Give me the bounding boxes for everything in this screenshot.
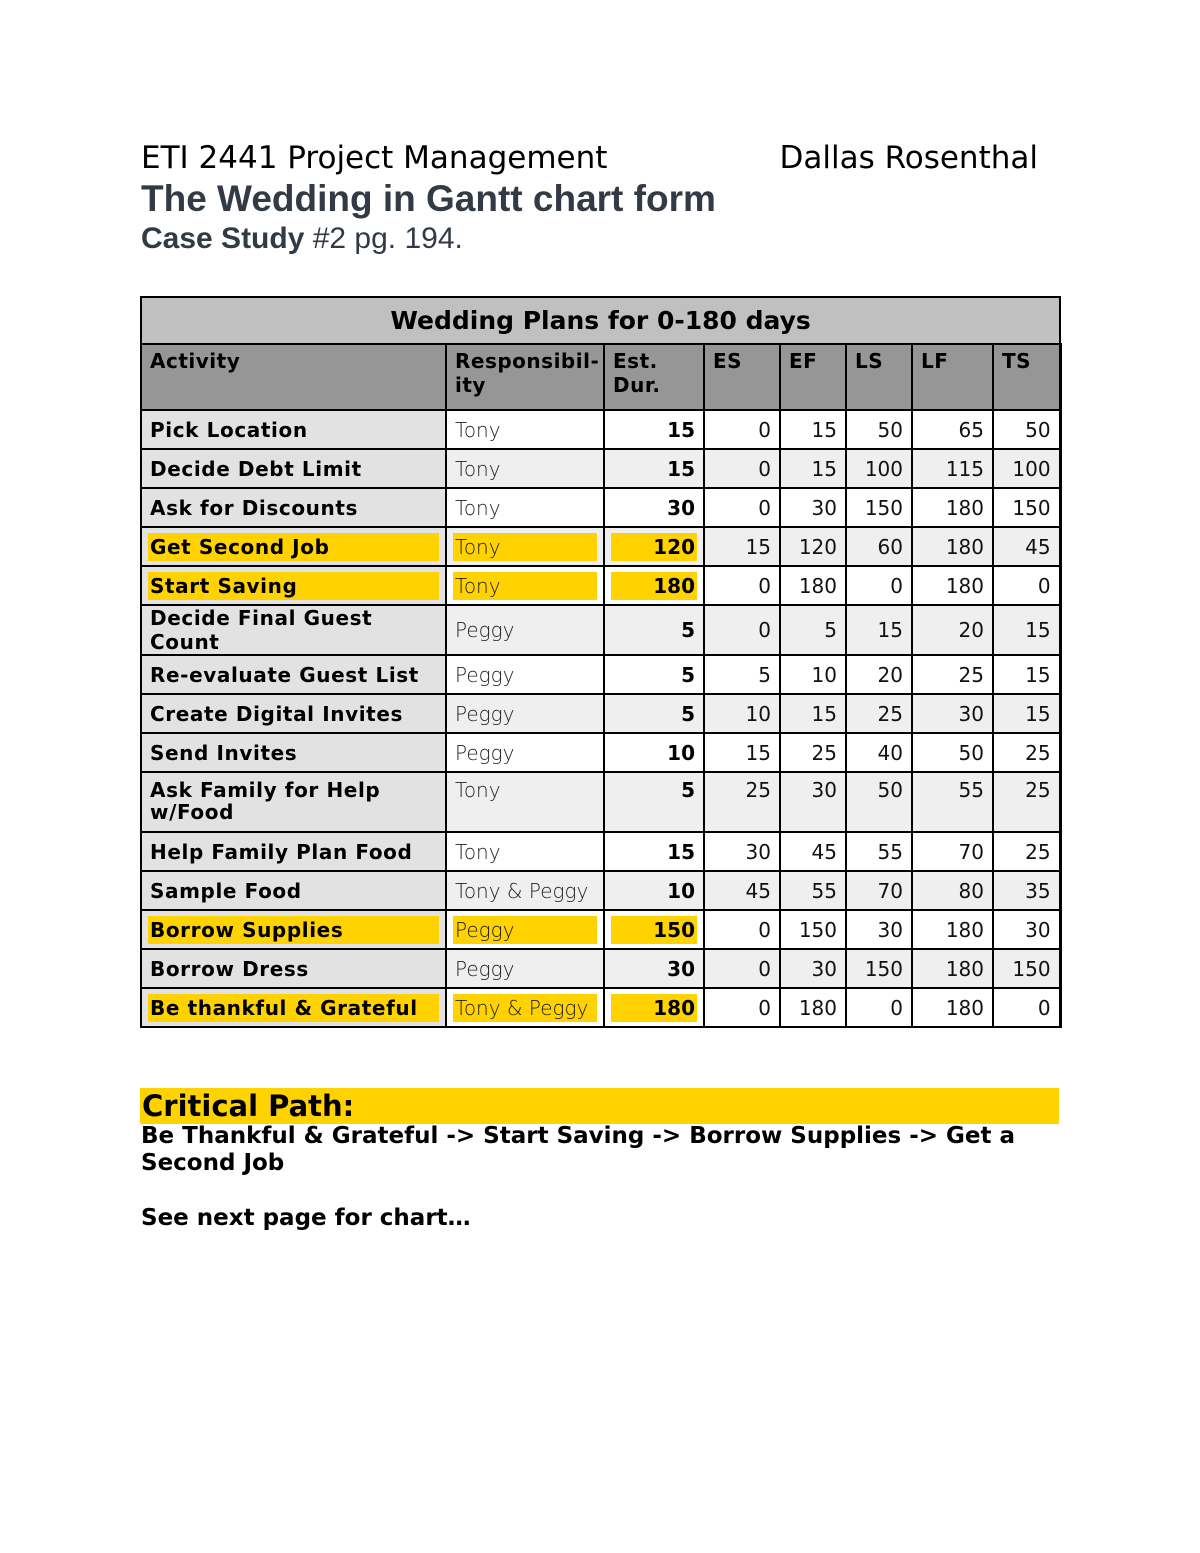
lf-text: 50 bbox=[958, 740, 984, 765]
ef-cell bbox=[780, 655, 846, 694]
est-dur-highlight bbox=[605, 916, 703, 944]
ts-text: 15 bbox=[1025, 662, 1051, 687]
lf-cell bbox=[912, 949, 993, 988]
lf-cell bbox=[912, 449, 993, 488]
column-header-row bbox=[141, 344, 1060, 410]
est-dur-text: 30 bbox=[667, 956, 695, 981]
ef-text: 120 bbox=[798, 534, 837, 559]
est-dur-cell bbox=[604, 772, 704, 832]
est-dur-cell bbox=[604, 449, 704, 488]
lf-text: 180 bbox=[945, 495, 984, 520]
responsibility-cell bbox=[446, 772, 604, 832]
responsibility-cell bbox=[446, 910, 604, 949]
table-row bbox=[141, 655, 1060, 694]
activity-cell bbox=[141, 527, 446, 566]
est-dur-text: 5 bbox=[681, 701, 695, 726]
lf-cell bbox=[912, 410, 993, 449]
ef-text: 30 bbox=[811, 778, 837, 801]
responsibility-highlight bbox=[447, 994, 603, 1022]
document-title: The Wedding in Gantt chart form bbox=[141, 178, 716, 219]
ef-cell bbox=[780, 694, 846, 733]
ts-cell bbox=[993, 733, 1060, 772]
activity-cell bbox=[141, 733, 446, 772]
table-row bbox=[141, 910, 1060, 949]
activity-text: Pick Location bbox=[150, 417, 308, 442]
ls-text: 40 bbox=[877, 740, 903, 765]
activity-cell bbox=[141, 410, 446, 449]
est-dur-highlight bbox=[605, 572, 703, 600]
responsibility-text: Peggy bbox=[455, 701, 515, 726]
es-text: 30 bbox=[745, 839, 771, 864]
est-dur-text: 10 bbox=[667, 740, 695, 765]
est-dur-cell bbox=[604, 488, 704, 527]
lf-text: 180 bbox=[945, 995, 984, 1020]
ts-cell bbox=[993, 449, 1060, 488]
ls-cell bbox=[846, 655, 912, 694]
responsibility-text: Peggy bbox=[455, 956, 515, 981]
ls-text: 150 bbox=[864, 956, 903, 981]
ls-cell bbox=[846, 527, 912, 566]
activity-text: Send Invites bbox=[150, 740, 298, 765]
ef-cell bbox=[780, 527, 846, 566]
wedding-plan-table bbox=[140, 296, 1062, 1028]
es-text: 0 bbox=[758, 956, 771, 981]
next-page-note: See next page for chart… bbox=[141, 1205, 471, 1231]
ls-cell bbox=[846, 488, 912, 527]
ef-text: 180 bbox=[798, 995, 837, 1020]
ts-cell bbox=[993, 410, 1060, 449]
ef-text: 5 bbox=[824, 618, 837, 642]
es-cell bbox=[704, 410, 780, 449]
responsibility-text: Peggy bbox=[455, 662, 515, 687]
ef-cell bbox=[780, 949, 846, 988]
ef-text: 15 bbox=[811, 456, 837, 481]
ts-text: 15 bbox=[1025, 701, 1051, 726]
ef-text: 55 bbox=[811, 878, 837, 903]
ts-text: 0 bbox=[1037, 995, 1051, 1020]
ls-text: 50 bbox=[877, 778, 903, 801]
est-dur-cell bbox=[604, 605, 704, 655]
lf-cell bbox=[912, 910, 993, 949]
responsibility-cell bbox=[446, 871, 604, 910]
ts-text: 0 bbox=[1037, 573, 1051, 598]
responsibility-text: Tony bbox=[455, 417, 501, 442]
lf-text: 25 bbox=[958, 662, 984, 687]
table-row bbox=[141, 772, 1060, 832]
table-row bbox=[141, 566, 1060, 605]
lf-text: 70 bbox=[958, 839, 984, 864]
lf-cell bbox=[912, 988, 993, 1027]
lf-cell bbox=[912, 871, 993, 910]
table-row bbox=[141, 871, 1060, 910]
ef-cell bbox=[780, 871, 846, 910]
ts-cell bbox=[993, 488, 1060, 527]
est-dur-cell bbox=[604, 910, 704, 949]
est-dur-highlight bbox=[605, 994, 703, 1022]
responsibility-highlight bbox=[447, 533, 603, 561]
lf-text: 80 bbox=[958, 878, 984, 903]
responsibility-cell bbox=[446, 527, 604, 566]
est-dur-text: 15 bbox=[667, 417, 695, 442]
activity-cell bbox=[141, 988, 446, 1027]
lf-cell bbox=[912, 605, 993, 655]
est-dur-cell bbox=[604, 655, 704, 694]
es-text: 25 bbox=[745, 778, 771, 801]
ls-cell bbox=[846, 566, 912, 605]
ls-cell bbox=[846, 605, 912, 655]
ts-text: 25 bbox=[1025, 740, 1051, 765]
ls-cell bbox=[846, 832, 912, 871]
ef-text: 180 bbox=[798, 573, 837, 598]
ef-text: 30 bbox=[811, 495, 837, 520]
es-text: 0 bbox=[758, 495, 771, 520]
responsibility-cell bbox=[446, 733, 604, 772]
activity-text: Sample Food bbox=[150, 878, 302, 903]
activity-cell bbox=[141, 910, 446, 949]
est-dur-text: 5 bbox=[681, 662, 695, 687]
ef-cell bbox=[780, 733, 846, 772]
ls-cell bbox=[846, 410, 912, 449]
ts-text: 15 bbox=[1025, 618, 1051, 642]
document-subtitle bbox=[141, 222, 463, 256]
ts-cell bbox=[993, 772, 1060, 832]
table-row bbox=[141, 605, 1060, 655]
ls-text: 0 bbox=[890, 573, 903, 598]
responsibility-text: Tony bbox=[453, 533, 597, 561]
lf-text: 115 bbox=[945, 456, 984, 481]
ef-cell bbox=[780, 449, 846, 488]
est-dur-text: 15 bbox=[667, 839, 695, 864]
ts-cell bbox=[993, 871, 1060, 910]
ts-cell bbox=[993, 655, 1060, 694]
ls-cell bbox=[846, 733, 912, 772]
lf-text: 180 bbox=[945, 573, 984, 598]
responsibility-text: Peggy bbox=[455, 740, 515, 765]
es-cell bbox=[704, 449, 780, 488]
table-row bbox=[141, 988, 1060, 1027]
ts-cell bbox=[993, 527, 1060, 566]
es-text: 45 bbox=[745, 878, 771, 903]
lf-text: 180 bbox=[945, 534, 984, 559]
ef-text: 15 bbox=[811, 701, 837, 726]
lf-text: 30 bbox=[958, 701, 984, 726]
ls-cell bbox=[846, 910, 912, 949]
table-row bbox=[141, 949, 1060, 988]
responsibility-cell bbox=[446, 988, 604, 1027]
ef-cell bbox=[780, 988, 846, 1027]
table-row bbox=[141, 832, 1060, 871]
ls-text: 0 bbox=[890, 995, 903, 1020]
responsibility-cell bbox=[446, 694, 604, 733]
es-cell bbox=[704, 832, 780, 871]
est-dur-text: 10 bbox=[667, 878, 695, 903]
subtitle-rest: #2 pg. 194. bbox=[304, 222, 463, 255]
col-header-es: ES bbox=[704, 344, 780, 410]
ts-text: 100 bbox=[1012, 456, 1051, 481]
es-text: 0 bbox=[758, 917, 771, 942]
ls-cell bbox=[846, 988, 912, 1027]
activity-cell bbox=[141, 488, 446, 527]
est-dur-cell bbox=[604, 949, 704, 988]
ef-cell bbox=[780, 410, 846, 449]
est-dur-cell bbox=[604, 871, 704, 910]
activity-text: Borrow Dress bbox=[150, 956, 309, 981]
est-dur-text: 120 bbox=[611, 533, 697, 561]
lf-cell bbox=[912, 832, 993, 871]
est-dur-cell bbox=[604, 733, 704, 772]
activity-cell bbox=[141, 832, 446, 871]
table-caption: Wedding Plans for 0-180 days bbox=[141, 297, 1060, 344]
activity-text: Be thankful & Grateful bbox=[148, 994, 439, 1022]
activity-text: Start Saving bbox=[148, 572, 439, 600]
author-name: Dallas Rosenthal bbox=[779, 140, 1038, 176]
lf-cell bbox=[912, 488, 993, 527]
lf-text: 55 bbox=[958, 778, 984, 801]
activity-highlight bbox=[142, 994, 445, 1022]
responsibility-cell bbox=[446, 410, 604, 449]
critical-path-sequence: Be Thankful & Grateful -> Start Saving -> Borrow Supplies -> Get a Second Job bbox=[141, 1123, 1016, 1176]
ef-cell bbox=[780, 488, 846, 527]
ef-cell bbox=[780, 566, 846, 605]
col-header-ef: EF bbox=[780, 344, 846, 410]
col-header-ts: TS bbox=[993, 344, 1060, 410]
responsibility-highlight bbox=[447, 916, 603, 944]
activity-cell bbox=[141, 566, 446, 605]
est-dur-highlight bbox=[605, 533, 703, 561]
es-cell bbox=[704, 772, 780, 832]
responsibility-text: Tony bbox=[455, 456, 501, 481]
est-dur-text: 150 bbox=[611, 916, 697, 944]
activity-text: Decide Debt Limit bbox=[150, 456, 362, 481]
subtitle-bold: Case Study bbox=[141, 222, 305, 255]
est-dur-text: 5 bbox=[681, 778, 695, 801]
ts-cell bbox=[993, 988, 1060, 1027]
est-dur-cell bbox=[604, 694, 704, 733]
ts-text: 50 bbox=[1025, 417, 1051, 442]
activity-cell bbox=[141, 949, 446, 988]
ef-cell bbox=[780, 832, 846, 871]
ls-cell bbox=[846, 949, 912, 988]
est-dur-cell bbox=[604, 832, 704, 871]
lf-cell bbox=[912, 772, 993, 832]
responsibility-text: Tony bbox=[455, 495, 501, 520]
es-cell bbox=[704, 871, 780, 910]
lf-cell bbox=[912, 566, 993, 605]
responsibility-cell bbox=[446, 566, 604, 605]
ef-cell bbox=[780, 772, 846, 832]
activity-text: Decide Final Guest Count bbox=[150, 606, 373, 654]
critical-path-heading: Critical Path: bbox=[142, 1089, 355, 1123]
responsibility-cell bbox=[446, 832, 604, 871]
table-row bbox=[141, 694, 1060, 733]
ef-text: 10 bbox=[811, 662, 837, 687]
ls-text: 30 bbox=[877, 917, 903, 942]
table-row bbox=[141, 488, 1060, 527]
responsibility-highlight bbox=[447, 572, 603, 600]
col-header-est-dur: Est. Dur. bbox=[604, 344, 704, 410]
ts-text: 30 bbox=[1025, 917, 1051, 942]
responsibility-text: Peggy bbox=[453, 916, 597, 944]
ls-text: 50 bbox=[877, 417, 903, 442]
activity-cell bbox=[141, 655, 446, 694]
est-dur-text: 30 bbox=[667, 495, 695, 520]
activity-text: Ask for Discounts bbox=[150, 495, 359, 520]
responsibility-cell bbox=[446, 449, 604, 488]
ef-cell bbox=[780, 910, 846, 949]
es-text: 0 bbox=[758, 417, 771, 442]
table-row bbox=[141, 410, 1060, 449]
ts-text: 150 bbox=[1012, 495, 1051, 520]
es-cell bbox=[704, 488, 780, 527]
est-dur-text: 180 bbox=[611, 994, 697, 1022]
ts-cell bbox=[993, 832, 1060, 871]
es-text: 15 bbox=[745, 740, 771, 765]
responsibility-text: Tony bbox=[453, 572, 597, 600]
responsibility-text: Tony & Peggy bbox=[453, 994, 597, 1022]
ls-text: 150 bbox=[864, 495, 903, 520]
es-cell bbox=[704, 605, 780, 655]
ts-text: 35 bbox=[1025, 878, 1051, 903]
ts-cell bbox=[993, 949, 1060, 988]
responsibility-text: Tony bbox=[455, 778, 501, 801]
es-cell bbox=[704, 566, 780, 605]
ef-text: 15 bbox=[811, 417, 837, 442]
ls-text: 15 bbox=[877, 618, 903, 642]
es-text: 5 bbox=[758, 662, 771, 687]
ls-text: 100 bbox=[864, 456, 903, 481]
ts-text: 25 bbox=[1025, 778, 1051, 801]
activity-text: Re-evaluate Guest List bbox=[150, 662, 419, 687]
est-dur-cell bbox=[604, 988, 704, 1027]
table-row bbox=[141, 733, 1060, 772]
ts-text: 45 bbox=[1025, 534, 1051, 559]
ts-text: 25 bbox=[1025, 839, 1051, 864]
responsibility-text: Tony bbox=[455, 839, 501, 864]
ls-text: 60 bbox=[877, 534, 903, 559]
est-dur-text: 180 bbox=[611, 572, 697, 600]
es-cell bbox=[704, 655, 780, 694]
ts-cell bbox=[993, 566, 1060, 605]
ls-text: 25 bbox=[877, 701, 903, 726]
es-text: 15 bbox=[745, 534, 771, 559]
lf-text: 180 bbox=[945, 917, 984, 942]
ls-text: 20 bbox=[877, 662, 903, 687]
ef-text: 30 bbox=[811, 956, 837, 981]
col-header-lf: LF bbox=[912, 344, 993, 410]
responsibility-cell bbox=[446, 605, 604, 655]
activity-cell bbox=[141, 772, 446, 832]
activity-highlight bbox=[142, 533, 445, 561]
ls-cell bbox=[846, 449, 912, 488]
lf-cell bbox=[912, 655, 993, 694]
es-cell bbox=[704, 694, 780, 733]
table-row bbox=[141, 449, 1060, 488]
es-text: 0 bbox=[758, 995, 771, 1020]
es-text: 0 bbox=[758, 456, 771, 481]
ef-text: 45 bbox=[811, 839, 837, 864]
est-dur-cell bbox=[604, 527, 704, 566]
es-text: 0 bbox=[758, 573, 771, 598]
lf-cell bbox=[912, 527, 993, 566]
est-dur-text: 15 bbox=[667, 456, 695, 481]
activity-text: Help Family Plan Food bbox=[150, 839, 413, 864]
activity-text: Ask Family for Help w/Food bbox=[150, 778, 381, 823]
ts-cell bbox=[993, 605, 1060, 655]
activity-text: Get Second Job bbox=[148, 533, 439, 561]
responsibility-text: Peggy bbox=[455, 618, 515, 642]
es-cell bbox=[704, 988, 780, 1027]
responsibility-cell bbox=[446, 655, 604, 694]
ts-cell bbox=[993, 694, 1060, 733]
table-row bbox=[141, 527, 1060, 566]
est-dur-cell bbox=[604, 410, 704, 449]
responsibility-cell bbox=[446, 488, 604, 527]
lf-text: 65 bbox=[958, 417, 984, 442]
ls-cell bbox=[846, 694, 912, 733]
lf-text: 180 bbox=[945, 956, 984, 981]
ls-cell bbox=[846, 871, 912, 910]
ls-text: 70 bbox=[877, 878, 903, 903]
course-name: ETI 2441 Project Management bbox=[141, 140, 608, 176]
col-header-activity: Activity bbox=[141, 344, 446, 410]
col-header-ls: LS bbox=[846, 344, 912, 410]
activity-cell bbox=[141, 694, 446, 733]
lf-text: 20 bbox=[958, 618, 984, 642]
es-text: 10 bbox=[745, 701, 771, 726]
es-cell bbox=[704, 733, 780, 772]
ts-cell bbox=[993, 910, 1060, 949]
est-dur-cell bbox=[604, 566, 704, 605]
es-cell bbox=[704, 910, 780, 949]
lf-cell bbox=[912, 733, 993, 772]
es-cell bbox=[704, 949, 780, 988]
ls-text: 55 bbox=[877, 839, 903, 864]
activity-highlight bbox=[142, 916, 445, 944]
ls-cell bbox=[846, 772, 912, 832]
responsibility-cell bbox=[446, 949, 604, 988]
activity-highlight bbox=[142, 572, 445, 600]
es-cell bbox=[704, 527, 780, 566]
col-header-responsibility: Responsibil- ity bbox=[446, 344, 604, 410]
es-text: 0 bbox=[758, 618, 771, 642]
ts-text: 150 bbox=[1012, 956, 1051, 981]
activity-text: Create Digital Invites bbox=[150, 701, 403, 726]
ef-cell bbox=[780, 605, 846, 655]
table-body bbox=[141, 410, 1060, 1027]
activity-cell bbox=[141, 449, 446, 488]
ef-text: 25 bbox=[811, 740, 837, 765]
activity-cell bbox=[141, 605, 446, 655]
activity-text: Borrow Supplies bbox=[148, 916, 439, 944]
activity-cell bbox=[141, 871, 446, 910]
lf-cell bbox=[912, 694, 993, 733]
est-dur-text: 5 bbox=[681, 618, 695, 642]
ef-text: 150 bbox=[798, 917, 837, 942]
responsibility-text: Tony & Peggy bbox=[455, 878, 589, 903]
